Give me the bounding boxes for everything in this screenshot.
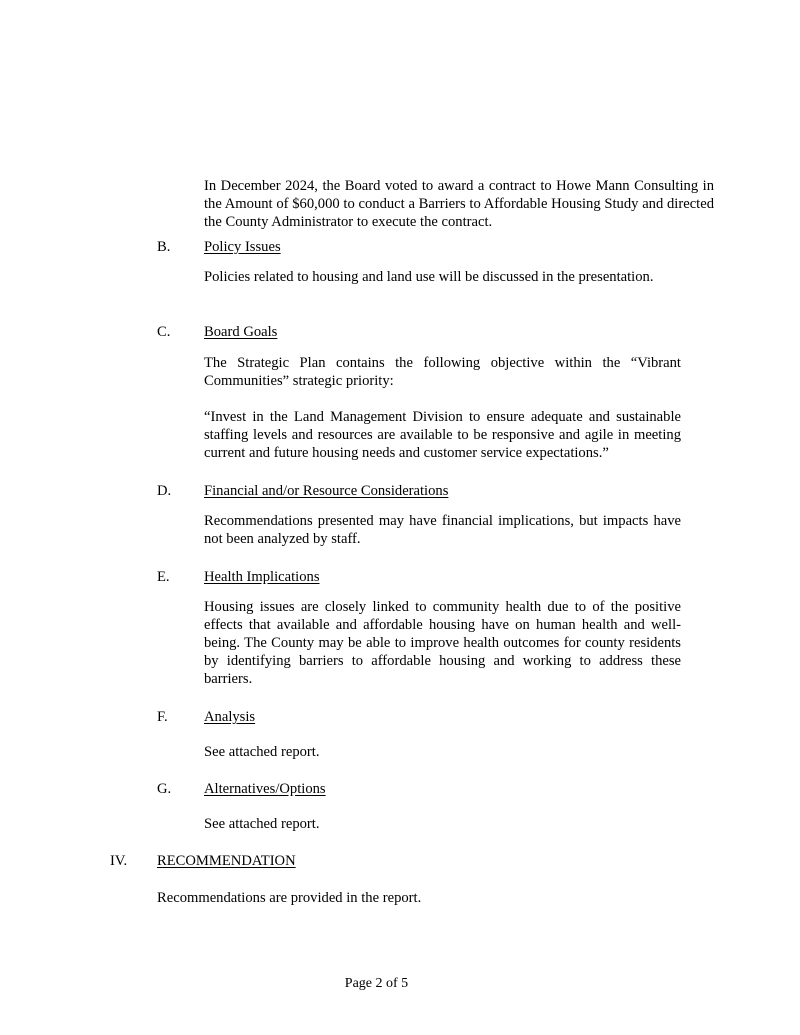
recommendation-heading: RECOMMENDATION (157, 853, 296, 869)
section-e-heading: Health Implications (204, 569, 320, 585)
section-g-body: See attached report. (204, 816, 320, 832)
section-b-letter: B. (157, 239, 171, 255)
intro-paragraph: In December 2024, the Board voted to award a contract to Howe Mann Consulting in the Amount of $60,000 to conduct a Barriers to Affordable Housing Study and directed the County Administrator to execute the contract. (204, 178, 714, 230)
section-f-heading: Analysis (204, 709, 256, 725)
recommendation-numeral: IV. (110, 853, 128, 869)
section-e-letter: E. (157, 569, 170, 585)
section-d-body: Recommendations presented may have financial implications, but impacts have not been analyzed by staff. (204, 513, 681, 547)
section-g-letter: G. (157, 781, 172, 797)
section-b-heading: Policy Issues (204, 239, 281, 255)
section-g-heading: Alternatives/Options (204, 781, 326, 797)
page-number: Page 2 of 5 (344, 976, 409, 991)
section-c-quote: “Invest in the Land Management Division to ensure adequate and sustainable staffing levels and resources are available to be responsive and agile in meeting current and future housing needs and customer service expectations.” (204, 409, 681, 461)
recommendation-body: Recommendations are provided in the report. (157, 890, 422, 906)
section-b-body: Policies related to housing and land use will be discussed in the presentation. (204, 269, 654, 285)
section-e-body: Housing issues are closely linked to community health due to of the positive effects that available and affordable housing have on human health and well-being. The County may be able to improve health outcomes for county residents by identifying barriers to affordable housing and working to address these barriers. (204, 599, 681, 687)
section-c-heading: Board Goals (204, 324, 278, 340)
section-d-heading: Financial and/or Resource Considerations (204, 483, 449, 499)
section-c-body: The Strategic Plan contains the following objective within the “Vibrant Communities” strategic priority: (204, 355, 681, 389)
section-f-body: See attached report. (204, 744, 320, 760)
section-c-letter: C. (157, 324, 171, 340)
section-f-letter: F. (157, 709, 168, 725)
section-d-letter: D. (157, 483, 172, 499)
